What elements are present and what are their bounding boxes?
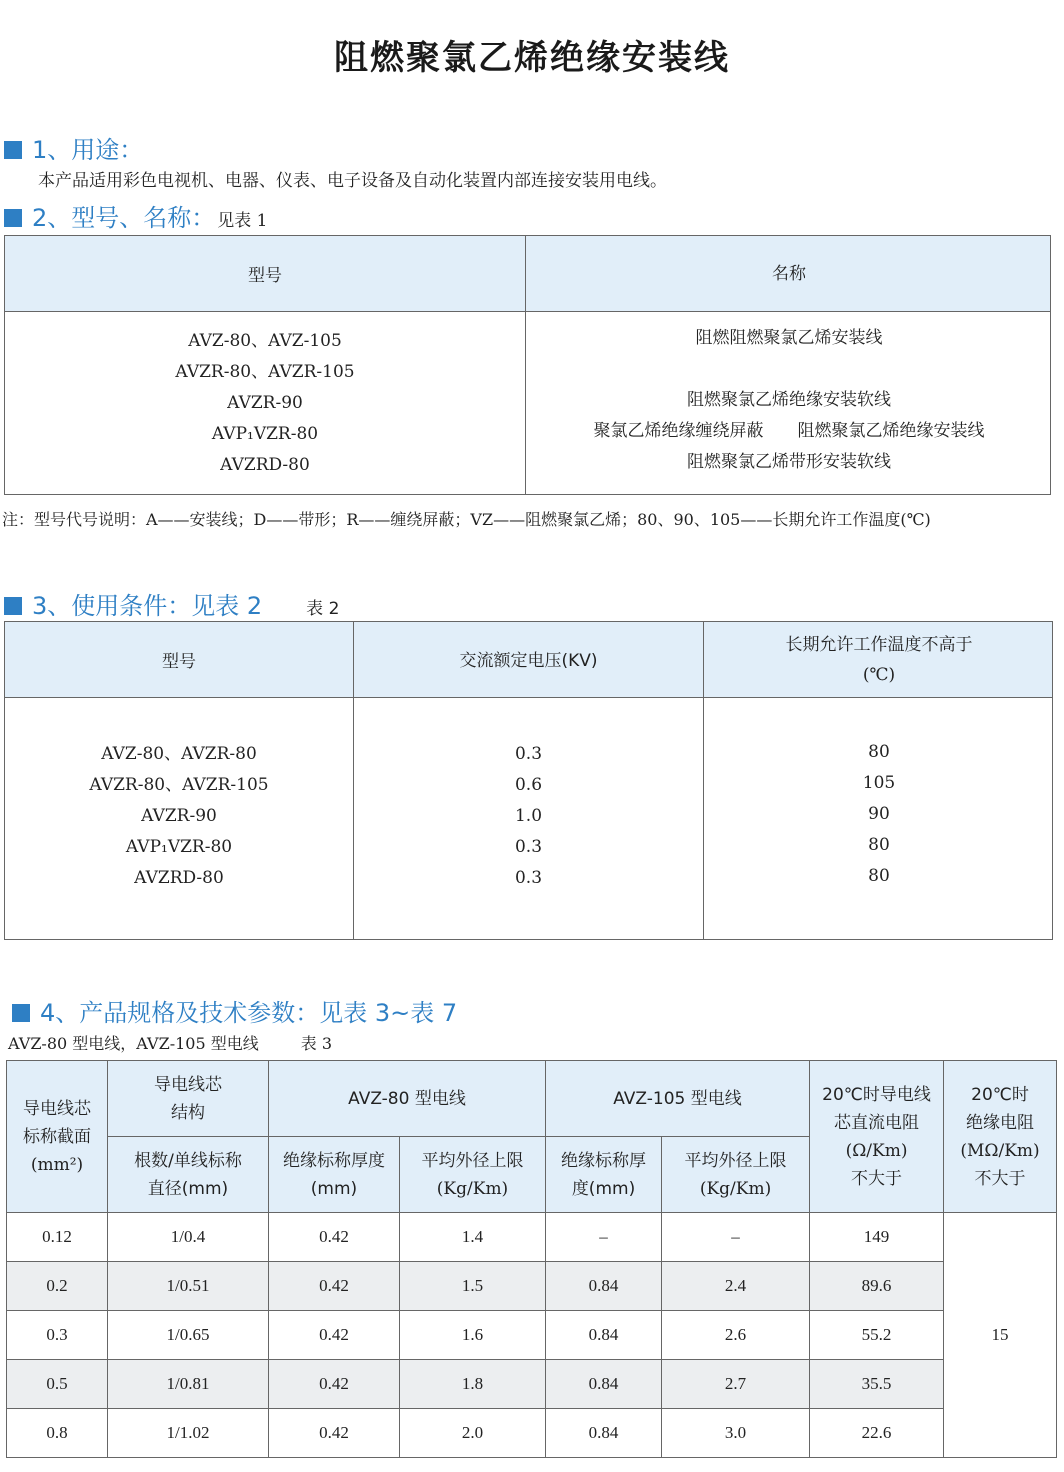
table2-voltage: 0.3 xyxy=(514,868,543,888)
table2-models xyxy=(5,739,353,894)
table2-model: AVZRD-80 xyxy=(134,868,224,888)
t3-h-line: (Kg/Km) xyxy=(699,1178,772,1199)
t3-h-od xyxy=(400,1137,546,1213)
t3-h-line: 不大于 xyxy=(851,1168,903,1189)
table2-temp: 80 xyxy=(868,866,890,886)
t3-h-line: 根数/单线标称 xyxy=(134,1150,242,1171)
table1-name: 聚氯乙烯绝缘缠绕屏蔽 阻燃聚氯乙烯绝缘安装线 xyxy=(593,421,985,441)
t3-h-line: 直径(mm) xyxy=(147,1178,229,1199)
table2-model: AVZR-90 xyxy=(141,806,217,826)
t3-h-struct-sub xyxy=(108,1137,269,1213)
table-row xyxy=(7,1360,1057,1409)
table1-model: AVP₁VZR-80 xyxy=(211,424,319,444)
t3-h-line: 平均外径上限 xyxy=(421,1150,524,1171)
table1-model: AVZR-80、AVZR-105 xyxy=(175,362,355,382)
t3-cell: 1/1.02 xyxy=(108,1409,269,1458)
table2-model: AVP₁VZR-80 xyxy=(125,837,233,857)
t3-cell: 0.42 xyxy=(269,1360,400,1409)
table-row xyxy=(7,1213,1057,1262)
t3-h-line: 20℃时导电线 xyxy=(822,1084,931,1105)
t3-h-line: 20℃时 xyxy=(971,1084,1029,1105)
table2-voltage: 0.3 xyxy=(514,837,543,857)
t3-cell: 0.84 xyxy=(546,1409,662,1458)
t3-cell: 1/0.4 xyxy=(108,1213,269,1262)
t3-h-ins xyxy=(944,1061,1057,1213)
table2-temp: 90 xyxy=(868,804,890,824)
section-square-icon xyxy=(4,141,22,159)
t3-h-line: 绝缘标称厚度 xyxy=(283,1150,385,1171)
t3-cell: 0.84 xyxy=(546,1311,662,1360)
t3-cell: – xyxy=(546,1213,662,1262)
t3-h-line: 不大于 xyxy=(974,1168,1026,1189)
table2-model: AVZ-80、AVZR-80 xyxy=(101,744,257,764)
table1-header-name: 名称 xyxy=(772,263,806,284)
table2-voltage: 1.0 xyxy=(514,806,543,826)
table2-header-model: 型号 xyxy=(162,652,196,672)
section-square-icon xyxy=(4,597,22,615)
t3-cell: 2.6 xyxy=(662,1311,810,1360)
table-row xyxy=(7,1409,1057,1458)
section3-heading: 3、使用条件：见表 2 表 2 xyxy=(4,586,339,621)
table2-voltage: 0.6 xyxy=(514,775,543,795)
table2-header-voltage: 交流额定电压(KV) xyxy=(459,650,598,671)
table2-voltages xyxy=(354,739,703,894)
t3-h-line: 导电线芯 xyxy=(23,1098,91,1119)
t3-cell: 1.8 xyxy=(400,1360,546,1409)
section1-text: 本产品适用彩色电视机、电器、仪表、电子设备及自动化装置内部连接安装用电线。 xyxy=(38,171,667,191)
t3-cell: 2.4 xyxy=(662,1262,810,1311)
table2-label: 表 2 xyxy=(306,599,340,619)
table1-name: 阻燃阻燃聚氯乙烯安装线 xyxy=(695,328,883,348)
t3-h-line: (mm²) xyxy=(30,1154,84,1175)
section2-heading: 2、型号、名称： 见表 1 xyxy=(4,198,268,233)
t3-cell: 0.84 xyxy=(546,1360,662,1409)
section4-heading: 4、产品规格及技术参数：见表 3~表 7 xyxy=(12,993,457,1028)
t3-h-line: 绝缘电阻 xyxy=(966,1112,1035,1133)
t3-cell: 1/0.65 xyxy=(108,1311,269,1360)
t3-h-thick xyxy=(269,1137,400,1213)
t3-cell: – xyxy=(662,1213,810,1262)
t3-cell: 0.42 xyxy=(269,1409,400,1458)
t3-cell: 2.7 xyxy=(662,1360,810,1409)
table-row xyxy=(7,1262,1057,1311)
t3-cell: 1.6 xyxy=(400,1311,546,1360)
t3-h-dcr xyxy=(810,1061,944,1213)
t3-h-section xyxy=(7,1061,108,1213)
table1-models xyxy=(5,326,525,481)
table2-temp: 80 xyxy=(868,742,890,762)
table3-caption-left: AVZ-80 型电线，AVZ-105 型电线 xyxy=(8,1034,259,1053)
section1-heading: 1、用途： xyxy=(4,130,143,165)
table1-model: AVZR-90 xyxy=(227,393,303,413)
t3-cell: 2.0 xyxy=(400,1409,546,1458)
t3-h-thick105 xyxy=(546,1137,662,1213)
t3-cell: 0.12 xyxy=(7,1213,108,1262)
table1-model: AVZ-80、AVZ-105 xyxy=(188,331,342,351)
table-row xyxy=(7,1311,1057,1360)
t3-h-od105 xyxy=(662,1137,810,1213)
table3 xyxy=(6,1060,1057,1458)
table1-names xyxy=(526,323,1052,478)
t3-cell: 1.4 xyxy=(400,1213,546,1262)
table2-temps xyxy=(704,737,1054,892)
table2 xyxy=(4,621,1053,940)
table3-caption xyxy=(8,1031,332,1054)
table1-name xyxy=(526,354,1052,385)
t3-cell: 0.42 xyxy=(269,1262,400,1311)
t3-h-struct xyxy=(108,1061,269,1137)
t3-cell: 0.3 xyxy=(7,1311,108,1360)
table3-caption-right: 表 3 xyxy=(300,1034,333,1053)
t3-cell: 35.5 xyxy=(810,1360,944,1409)
page-title: 阻燃聚氯乙烯绝缘安装线 xyxy=(334,38,730,78)
t3-h-avz105: AVZ-105 型电线 xyxy=(546,1061,810,1137)
t3-h-line: 绝缘标称厚 xyxy=(561,1150,647,1171)
model-code-note: 注：型号代号说明：A——安装线；D——带形；R——缠绕屏蔽；VZ——阻燃聚氯乙烯；80、90、105——长期允许工作温度(℃) xyxy=(2,510,931,529)
table1 xyxy=(4,235,1051,495)
t3-cell: 1/0.81 xyxy=(108,1360,269,1409)
section-square-icon xyxy=(4,209,22,227)
t3-h-line: (Ω/Km) xyxy=(845,1140,908,1161)
t3-cell: 55.2 xyxy=(810,1311,944,1360)
t3-h-line: (MΩ/Km) xyxy=(960,1140,1040,1161)
t3-h-line: (Kg/Km) xyxy=(436,1178,509,1199)
table2-temp: 105 xyxy=(862,773,896,793)
t3-cell: 0.2 xyxy=(7,1262,108,1311)
t3-cell: 22.6 xyxy=(810,1409,944,1458)
t3-cell: 0.84 xyxy=(546,1262,662,1311)
t3-h-line: 结构 xyxy=(171,1102,205,1123)
table1-name: 阻燃聚氯乙烯带形安装软线 xyxy=(687,452,891,472)
table2-temp: 80 xyxy=(868,835,890,855)
t3-h-line: 芯直流电阻 xyxy=(834,1112,920,1133)
t3-cell: 0.42 xyxy=(269,1311,400,1360)
section-square-icon xyxy=(12,1004,30,1022)
table1-name: 阻燃聚氯乙烯绝缘安装软线 xyxy=(687,390,891,410)
t3-cell: 0.5 xyxy=(7,1360,108,1409)
t3-h-line: 平均外径上限 xyxy=(684,1150,787,1171)
table2-header-temp-unit: (℃) xyxy=(862,665,896,685)
t3-cell: 1/0.51 xyxy=(108,1262,269,1311)
t3-h-line: 度(mm) xyxy=(571,1178,636,1199)
table2-model: AVZR-80、AVZR-105 xyxy=(89,775,269,795)
t3-cell: 1.5 xyxy=(400,1262,546,1311)
t3-cell: 3.0 xyxy=(662,1409,810,1458)
t3-ins-value: 15 xyxy=(944,1213,1057,1458)
t3-cell: 0.42 xyxy=(269,1213,400,1262)
t3-h-line: 导电线芯 xyxy=(154,1074,222,1095)
table2-voltage: 0.3 xyxy=(514,744,543,764)
t3-cell: 0.8 xyxy=(7,1409,108,1458)
t3-h-avz80: AVZ-80 型电线 xyxy=(269,1061,546,1137)
table2-header-temp xyxy=(704,630,1054,690)
t3-h-line: (mm) xyxy=(310,1178,358,1199)
table2-header-temp-line: 长期允许工作温度不高于 xyxy=(785,635,973,655)
t3-h-line: 标称截面 xyxy=(23,1126,91,1147)
table1-model: AVZRD-80 xyxy=(220,455,310,475)
t3-cell: 89.6 xyxy=(810,1262,944,1311)
t3-cell: 149 xyxy=(810,1213,944,1262)
table1-header-model: 型号 xyxy=(248,266,282,286)
